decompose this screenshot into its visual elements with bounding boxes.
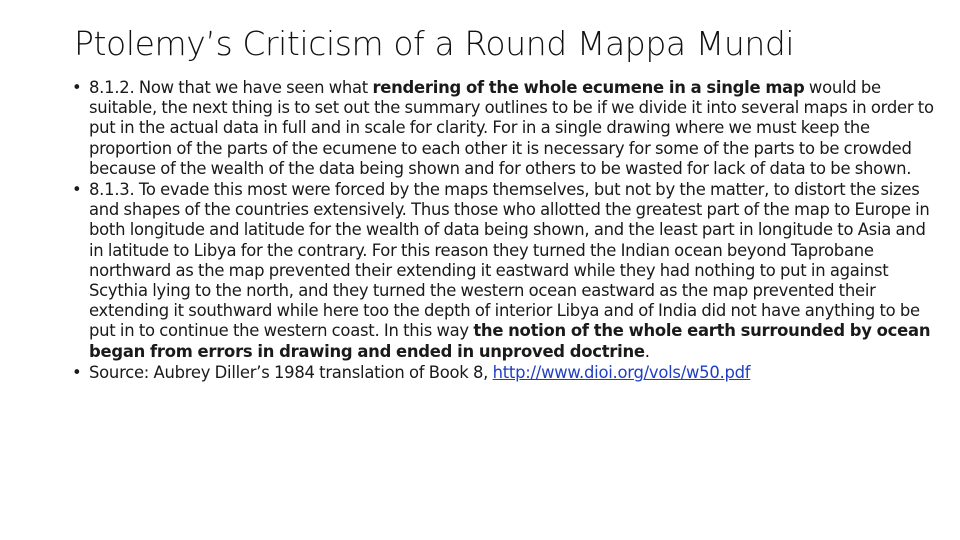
- bullet-2-bold-phrase: the notion of the whole earth surrounded by ocean began from errors in drawing and ended in unproved doctrine: [89, 321, 931, 361]
- source-link[interactable]: http://www.dioi.org/vols/w50.pdf: [492, 362, 751, 382]
- bullet-1-text-end: would be suitable, the next thing is to set out the summary outlines to be if we divide it into several maps in order to put in the actual data in full and in scale for clarity. For in a single drawing where we must keep the proportion of the parts of the ecumene to each other it is necessary for some of the parts to be crowded because of the wealth of the data being shown and for others to be wasted for lack of data to be shown.: [89, 78, 934, 178]
- bullet-1-bold-phrase: rendering of the whole ecumene in a single map: [372, 78, 805, 97]
- bullet-2-text-end: .: [644, 341, 650, 361]
- bullet-1-text-start: 8.1.2. Now that we have seen what: [89, 78, 373, 97]
- bullet-item-1: [72, 78, 934, 179]
- bullet-item-3: [72, 363, 934, 383]
- bullet-item-2: [72, 180, 934, 362]
- source-text: Source: Aubrey Diller’s 1984 translation of Book 8,: [89, 362, 493, 382]
- slide-title: Ptolemy’s Criticism of a Round Mappa Mundi: [74, 24, 795, 63]
- bullet-2-text-start: 8.1.3. To evade this most were forced by the maps themselves, but not by the matter, to distort the sizes and shapes of the countries extensively. Thus those who allotted the greatest part of the map to Europe in both longitude and latitude for the wealth of data being shown, and the least part in longitude to Asia and in latitude to Libya for the contrary. For this reason they turned the Indian ocean beyond Taprobane northward as the map prevented their extending it eastward while they had nothing to put in against Scythia lying to the north, and they turned the western ocean eastward as the map prevented their extending it southward while here too the depth of interior Libya and of India did not have anything to be put in to continue the western coast. In this way: [89, 180, 930, 341]
- bullet-dot-icon: •: [72, 362, 82, 382]
- bullet-list: [72, 78, 934, 384]
- bullet-dot-icon: •: [72, 78, 82, 97]
- bullet-dot-icon: •: [72, 180, 82, 200]
